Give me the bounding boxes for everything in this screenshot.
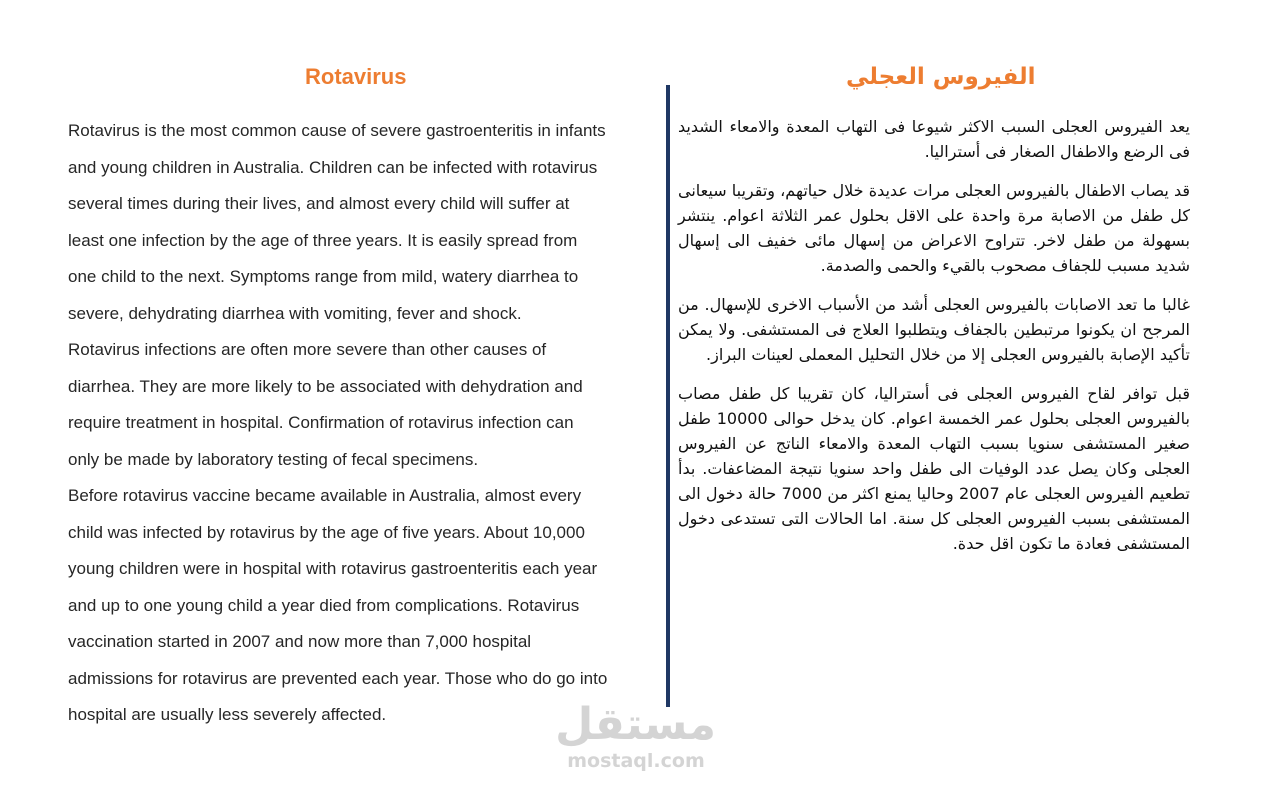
text-line: several times during their lives, and almost every child will suffer at bbox=[68, 194, 570, 213]
text-line: young children were in hospital with rotavirus gastroenteritis each year bbox=[68, 559, 598, 578]
text-line: hospital are usually less severely affected. bbox=[68, 705, 387, 724]
text-line: diarrhea. They are more likely to be associated with dehydration and bbox=[68, 376, 583, 396]
text-line: and young children in Australia. Children can be infected with rotavirus bbox=[68, 157, 598, 177]
arabic-paragraph-1: يعد الفيروس العجلى السبب الاكثر شيوعا فى التهاب المعدة والامعاء الشديد فى الرضع والاطفال الصغار فى أستراليا. bbox=[678, 117, 1190, 161]
arabic-title: الفيروس العجلي bbox=[846, 64, 1036, 90]
text-line: require treatment in hospital. Confirmation of rotavirus infection can bbox=[68, 413, 574, 432]
text-line: child was infected by rotavirus by the age of five years. About 10,000 bbox=[68, 522, 585, 542]
text-line: severe, dehydrating diarrhea with vomiting, fever and shock. bbox=[68, 303, 522, 323]
watermark-url: mostaql.com bbox=[567, 750, 705, 772]
text-line: admissions for rotavirus are prevented each year. Those who do go into bbox=[68, 668, 608, 688]
arabic-paragraph-4: قبل توافر لقاح الفيروس العجلى فى أستراليا، كان تقريبا كل طفل مصاب بالفيروس العجلى بحلول عمر الخمسة اعوام. كان يدخل حوالى 10000 طفل صغير المستشفى سنويا بسبب التهاب المعدة والامعاء الناتج عن الفيروس العجلى وكان يصل عدد الوفيات الى طفل واحد سنويا نتيجة المضاعفات. بدأ تطعيم الفيروس العجلى عام 2007 وحاليا يمنع اكثر من 7000 حالة دخول الى المستشفى بسبب الفيروس العجلى كل سنة. اما الحالات التى تستدعى دخول المستشفى فعادة ما تكون اقل حدة. bbox=[678, 384, 1191, 553]
column-divider bbox=[666, 85, 670, 707]
text-line: one child to the next. Symptoms range from mild, watery diarrhea to bbox=[68, 267, 579, 286]
watermark-logo-text: مستقل bbox=[555, 699, 716, 750]
english-column bbox=[68, 113, 653, 734]
text-line: Rotavirus is the most common cause of severe gastroenteritis in infants bbox=[68, 121, 606, 140]
text-line: only be made by laboratory testing of fecal specimens. bbox=[68, 449, 479, 469]
arabic-paragraph-3: غالبا ما تعد الاصابات بالفيروس العجلى أشد من الأسباب الاخرى للإسهال. من المرجح ان يكونوا مرتبطين بالجفاف ويتطلبوا العلاج فى المستشفى. ولا يمكن تأكيد الإصابة بالفيروس العجلى إلا من خلال التحليل المعملى لعينات البراز. bbox=[678, 295, 1190, 364]
text-line: vaccination started in 2007 and now more than 7,000 hospital bbox=[68, 632, 532, 651]
text-line: least one infection by the age of three years. It is easily spread from bbox=[68, 230, 578, 250]
text-line: Rotavirus infections are often more severe than other causes of bbox=[68, 340, 547, 359]
arabic-paragraph-2: قد يصاب الاطفال بالفيروس العجلى مرات عديدة خلال حياتهم، وتقريبا سيعانى كل طفل من الاصابة مرة واحدة على الاقل بحلول عمر الثلاثة اعوام. ينتشر بسهولة من طفل لاخر. تتراوح الاعراض من إسهال مائى خفيف الى إسهال شديد مسبب للجفاف مصحوب بالقيء والحمى والصدمة. bbox=[678, 181, 1190, 275]
text-line: Before rotavirus vaccine became available in Australia, almost every bbox=[68, 486, 582, 505]
english-paragraph-1 bbox=[68, 113, 653, 332]
arabic-column bbox=[678, 114, 1190, 570]
text-line: and up to one young child a year died from complications. Rotavirus bbox=[68, 595, 580, 615]
english-title: Rotavirus bbox=[305, 64, 407, 89]
mostaql-watermark bbox=[556, 700, 716, 780]
english-paragraph-3 bbox=[68, 478, 653, 734]
english-paragraph-2 bbox=[68, 332, 653, 478]
